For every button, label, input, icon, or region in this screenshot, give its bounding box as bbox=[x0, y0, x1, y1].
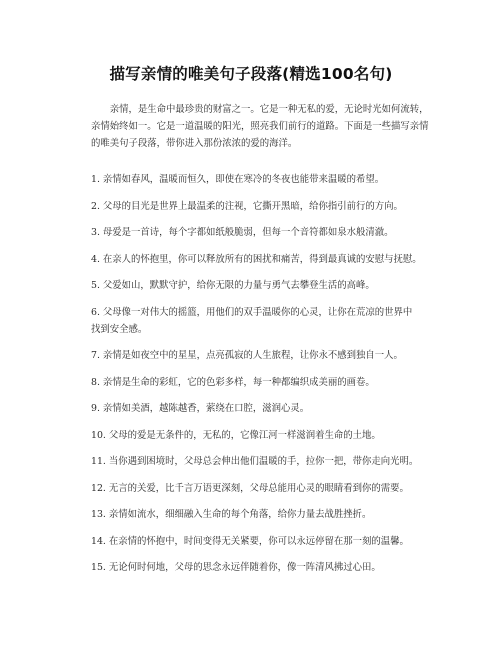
list-item-line: 12. 无言的关爱，比千言万语更深刻，父母总能用心灵的眼睛看到你的需要。 bbox=[91, 482, 409, 494]
list-item bbox=[91, 427, 421, 444]
intro-paragraph bbox=[91, 101, 429, 152]
list-item bbox=[91, 533, 421, 550]
list-item-line: 14. 在亲情的怀抱中，时间变得无关紧要，你可以永远停留在那一刻的温馨。 bbox=[91, 535, 409, 547]
list-item bbox=[91, 277, 421, 294]
list-item-line: 11. 当你遇到困境时，父母总会伸出他们温暖的手，拉你一把，带你走向光明。 bbox=[91, 456, 419, 467]
list-item bbox=[91, 304, 421, 338]
list-item-line: 6. 父母像一对伟大的摇篮，用他们的双手温暖你的心灵，让你在荒凉的世界中 bbox=[91, 306, 413, 318]
list-item bbox=[91, 400, 421, 417]
list-item bbox=[91, 171, 421, 188]
list-item-line: 9. 亲情如美酒，越陈越香，萦绕在口腔，滋润心灵。 bbox=[91, 403, 310, 414]
list-item-line: 2. 父母的目光是世界上最温柔的注视，它撕开黑暗，给你指引前行的方向。 bbox=[91, 200, 403, 212]
list-item-line: 7. 亲情是如夜空中的星星，点亮孤寂的人生旅程，让你永不感到独自一人。 bbox=[91, 350, 403, 361]
list-item-line: 5. 父爱如山，默默守护，给你无限的力量与勇气去攀登生活的高峰。 bbox=[91, 280, 375, 291]
document-title: 描写亲情的唯美句子段落(精选100名句) bbox=[109, 65, 393, 83]
list-item-line: 1. 亲情如春风，温暖而恒久，即使在寒冷的冬夜也能带来温暖的希望。 bbox=[91, 174, 385, 185]
list-item bbox=[91, 559, 421, 576]
intro-line: 亲情，是生命中最珍贵的财富之一。它是一种无私的爱，无论时光如何流转， bbox=[91, 104, 429, 115]
list-item-line: 4. 在亲人的怀抱里，你可以释放所有的困扰和痛苦，得到最真诚的安慰与抚慰。 bbox=[91, 253, 422, 265]
list-item-line: 10. 父母的爱是无条件的，无私的，它像江河一样滋润着生命的土地。 bbox=[91, 429, 381, 441]
list-item bbox=[91, 198, 421, 215]
intro-line: 的唯美句子段落，带你进入那份浓浓的爱的海洋。 bbox=[91, 138, 298, 149]
list-item bbox=[91, 374, 421, 391]
list-item-line: 找到安全感。 bbox=[91, 323, 148, 335]
intro-line: 亲情始终如一。它是一道温暖的阳光，照亮我们前行的道路。下面是一些描写亲情 bbox=[91, 121, 429, 132]
list-item-line: 15. 无论何时何地，父母的思念永远伴随着你，像一阵清风拂过心田。 bbox=[91, 562, 381, 573]
list-item bbox=[91, 347, 421, 364]
list-item-line: 13. 亲情如流水，细细融入生命的每个角落，给你力量去战胜挫折。 bbox=[91, 509, 372, 520]
sentence-list bbox=[91, 171, 421, 586]
list-item-line: 3. 母爱是一首诗，每个字都如纸般脆弱，但每一个音符都如泉水般清澈。 bbox=[91, 227, 394, 238]
list-item bbox=[91, 480, 421, 497]
list-item bbox=[91, 224, 421, 241]
list-item bbox=[91, 453, 421, 470]
list-item bbox=[91, 251, 421, 268]
list-item bbox=[91, 506, 421, 523]
list-item-line: 8. 亲情是生命的彩虹，它的色彩多样，每一种都编织成美丽的画卷。 bbox=[91, 376, 375, 388]
